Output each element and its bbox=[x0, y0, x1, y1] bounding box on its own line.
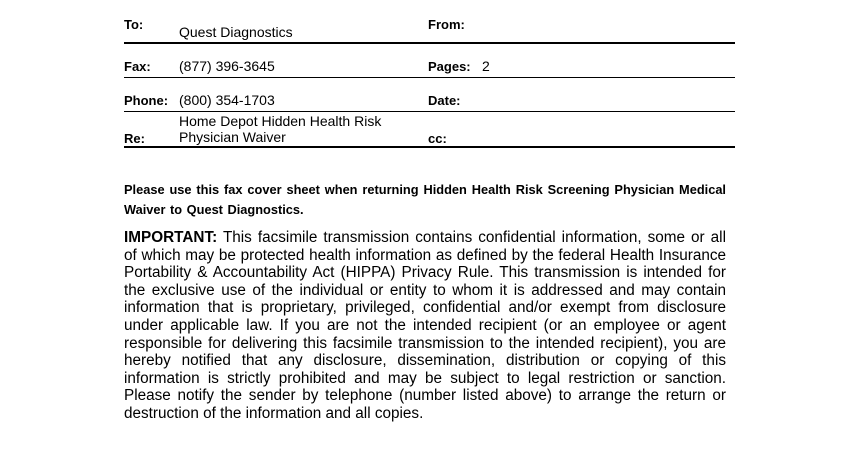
from-label: From: bbox=[428, 17, 465, 32]
cc-label: cc: bbox=[428, 131, 447, 146]
divider-line bbox=[124, 77, 735, 78]
to-value: Quest Diagnostics bbox=[179, 24, 293, 40]
phone-value: (800) 354-1703 bbox=[179, 92, 275, 108]
phone-label: Phone: bbox=[124, 93, 169, 108]
re-label: Re: bbox=[124, 131, 145, 146]
notice-heading: IMPORTANT: bbox=[124, 229, 218, 246]
notice-body: This facsimile transmission contains confidential information, some or all of which may be protected health information as defined by the federal Health Insurance Portability & Accountability Act (HIPPA) Privacy Rule. This transmission is intended for the exclusive use of the individual or entity to whom it is addressed and may contain information that is proprietary, privileged, confidential and/or exempt from disclosure under applicable law. If you are not the intended recipient (or an employee or agent responsible for delivering this facsimile transmission to the intended recipient), you are hereby notified that any disclosure, dissemination, distribution or copying of this information is strictly prohibited and may be subject to legal restriction or sanction. Please notify the sender by telephone (number listed above) to arrange the return or destruction of the information and all copies. bbox=[124, 229, 726, 422]
pages-value: 2 bbox=[482, 58, 490, 74]
fax-value: (877) 396-3645 bbox=[179, 58, 275, 74]
re-value-line2: Physician Waiver bbox=[179, 129, 286, 145]
to-label: To: bbox=[124, 17, 144, 32]
divider-line bbox=[124, 42, 735, 44]
date-label: Date: bbox=[428, 93, 461, 108]
divider-line bbox=[124, 111, 735, 112]
confidentiality-notice bbox=[124, 229, 726, 423]
pages-label: Pages: bbox=[428, 59, 471, 74]
re-value-line1: Home Depot Hidden Health Risk bbox=[179, 113, 382, 129]
instructions-paragraph: Please use this fax cover sheet when returning Hidden Health Risk Screening Physician Medical Waiver to Quest Diagnostics. bbox=[124, 182, 726, 217]
divider-line bbox=[124, 146, 735, 148]
fax-label: Fax: bbox=[124, 59, 151, 74]
